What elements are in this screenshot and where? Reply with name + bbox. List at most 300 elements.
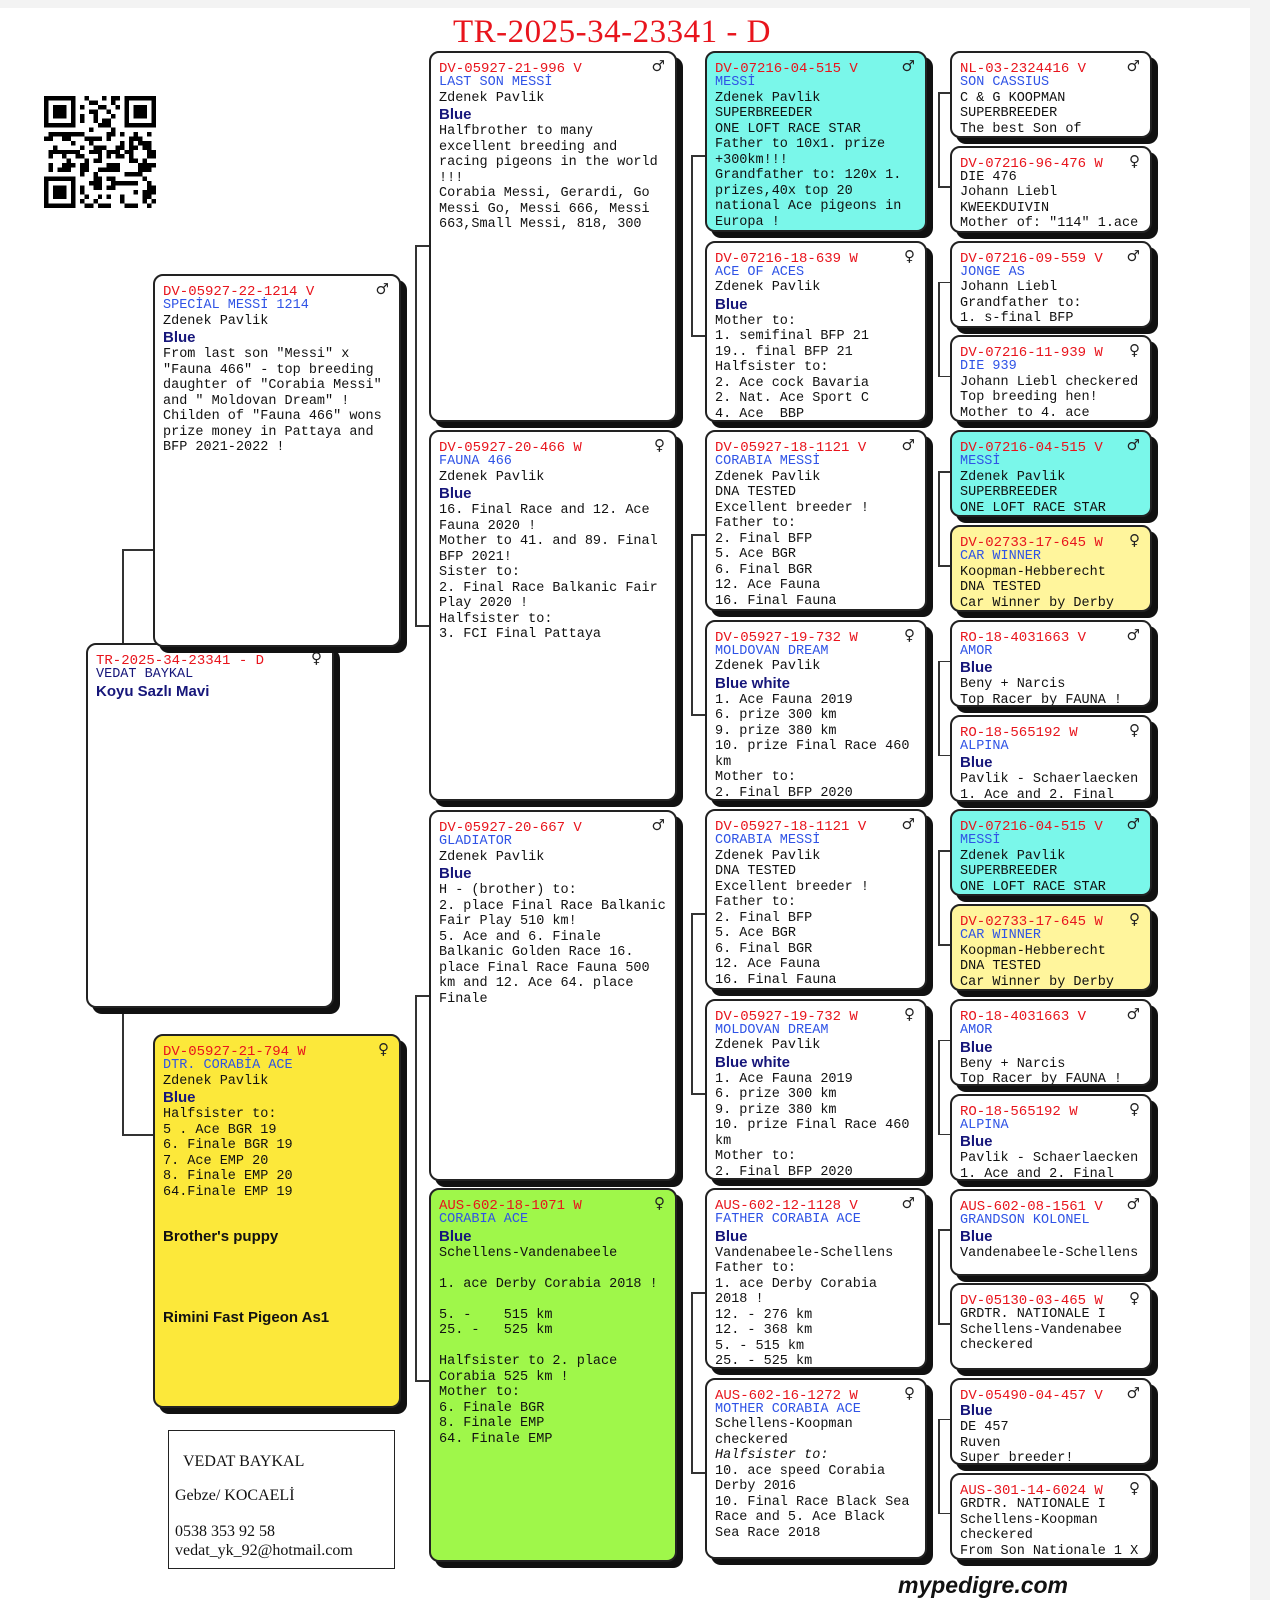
- ring-number: DV-05927-20-466 W: [439, 440, 582, 456]
- pedigree-card[interactable]: [950, 525, 1152, 612]
- pigeon-name: SPECİAL MESSİ 1214: [163, 298, 309, 313]
- card-text-line: ONE LOFT RACE STAR: [960, 500, 1106, 516]
- owner-city: Gebze/ KOCAELİ: [175, 1487, 295, 1504]
- card-text-line: 5. - 515 km: [439, 1307, 553, 1323]
- card-text-line: 4. Ace BBP: [715, 406, 805, 422]
- card-text-line: 10. Final Race Black Sea Race and 5. Ace Black Sea Race 2018: [715, 1494, 918, 1541]
- breeder: Zdenek Pavlik: [439, 469, 545, 485]
- card-header: [715, 59, 917, 75]
- card-header: [715, 438, 917, 454]
- pigeon-name: ALPINA: [960, 1117, 1009, 1133]
- pigeon-name: DIE 939: [960, 359, 1017, 375]
- ring-number: DV-07216-96-476 W: [960, 155, 1103, 172]
- ring-number: DV-05927-18-1121 V: [715, 819, 867, 835]
- ring-number: DV-05927-21-794 W: [163, 1044, 306, 1060]
- color-label: Blue: [960, 1038, 993, 1056]
- male-icon: ♂: [1126, 1005, 1140, 1023]
- card-header: [715, 817, 917, 833]
- card-text-line: 2. Nat. Ace Sport C: [715, 391, 869, 406]
- breeder: Beny + Narcis: [960, 1056, 1066, 1072]
- ring-number: DV-05927-22-1214 V: [163, 284, 315, 300]
- male-icon: ♂: [1126, 57, 1140, 75]
- breeder: Zdenek Pavlik: [163, 1073, 269, 1089]
- pedigree-card[interactable]: [429, 810, 677, 1181]
- card-text-line: 2. Final BFP 2020: [715, 1164, 853, 1180]
- card-text-line: Father to:: [715, 895, 797, 910]
- pigeon-name: LAST SON MESSİ: [439, 75, 553, 90]
- pigeon-name: AMOR: [960, 1023, 993, 1038]
- card-text-line: 10. ace speed Corabia Derby 2016: [715, 1463, 894, 1494]
- pedigree-card[interactable]: [950, 904, 1152, 991]
- connector-line: [691, 913, 705, 915]
- pigeon-name: MESSİ: [715, 75, 756, 90]
- pedigree-card[interactable]: [705, 1188, 927, 1369]
- card-text-line: ONE LOFT RACE STAR: [960, 879, 1106, 895]
- connector-line: [691, 1093, 705, 1095]
- male-icon: ♂: [1126, 1194, 1140, 1213]
- pigeon-name: FAUNA 466: [439, 454, 512, 469]
- card-text-line: Halfsister to:: [715, 1448, 829, 1463]
- card-text-line: Mother to:: [715, 1149, 797, 1164]
- connector-line: [691, 1472, 705, 1474]
- card-text-line: Halfsister to:: [715, 360, 829, 375]
- card-text-line: The best Son of: [960, 121, 1082, 137]
- card-header: [960, 1289, 1142, 1310]
- pigeon-name: CORABIA ACE: [439, 1212, 529, 1227]
- owner-label: VEDAT BAYKAL: [96, 667, 194, 682]
- pigeon-name: MESSİ: [960, 454, 1001, 470]
- connector-line: [122, 549, 153, 551]
- male-icon: ♂: [901, 57, 915, 75]
- female-icon: ♀: [1129, 1289, 1140, 1308]
- connector-line: [938, 1323, 950, 1325]
- ring-number: RO-18-4031663 V: [960, 629, 1087, 646]
- card-text-line: Schellens-Koopman: [960, 1512, 1098, 1528]
- owner-phone: 0538 353 92 58: [175, 1523, 275, 1540]
- connector-line: [691, 155, 693, 335]
- pigeon-name: MOLDOVAN DREAM: [715, 1022, 829, 1038]
- male-icon: ♂: [651, 57, 665, 75]
- card-text-line: Sister to:: [439, 565, 521, 580]
- card-text-line: 1. Ace and 2. Final: [960, 1166, 1114, 1181]
- connector-line: [938, 850, 940, 944]
- card-text-line: Mother to:: [715, 313, 797, 329]
- female-icon: ♀: [904, 625, 915, 644]
- card-text-line: Father to:: [715, 516, 797, 531]
- breeder: C & G KOOPMAN: [960, 90, 1066, 106]
- card-text-line: 6. Final BGR: [715, 562, 813, 578]
- female-icon: ♀: [904, 1383, 915, 1402]
- card-header: [960, 1481, 1142, 1497]
- connector-line: [938, 92, 940, 186]
- card-text-line: Mother to 4. ace: [960, 405, 1090, 421]
- card-text-line: H - (brother) to:: [439, 883, 577, 898]
- card-text-line: DNA TESTED: [960, 959, 1042, 975]
- card-text-line: 1. ace Derby Corabia 2018 !: [715, 1276, 886, 1307]
- connector-line: [415, 625, 429, 627]
- card-text-line: Top Racer by FAUNA !: [960, 692, 1123, 707]
- connector-line: [938, 1134, 950, 1136]
- card-text-line: 2. Ace cock Bavaria: [715, 375, 869, 391]
- card-text-line: checkered: [960, 1528, 1033, 1543]
- male-icon: ♂: [901, 815, 915, 833]
- card-text-line: 1. Ace and 2. Final: [960, 787, 1114, 802]
- connector-line: [938, 850, 950, 852]
- card-text-line: 1. Ace Fauna 2019: [715, 692, 853, 708]
- breeder: Pavlik - Schaerlaecken: [960, 772, 1139, 788]
- card-text-line: Childen of "Fauna 466" wons prize money in Pattaya and BFP 2021-2022 !: [163, 409, 390, 455]
- card-text-line: 8. Finale EMP: [439, 1416, 545, 1431]
- male-icon: ♂: [901, 1194, 915, 1212]
- pedigree-card[interactable]: [950, 1189, 1152, 1276]
- breeder: GRDTR. NATIONALE I: [960, 1307, 1106, 1323]
- connector-line: [938, 661, 940, 755]
- pigeon-name: ACE OF ACES: [715, 264, 805, 280]
- connector-line: [415, 995, 429, 997]
- qr-code: [44, 96, 156, 208]
- card-header: [163, 282, 391, 298]
- pedigree-card[interactable]: [950, 1094, 1152, 1181]
- card-text-line: 2. Final BFP 2020: [715, 785, 853, 801]
- connector-line: [938, 565, 950, 567]
- card-header: [960, 910, 1142, 931]
- connector-line: [415, 995, 417, 1380]
- pedigree-card[interactable]: [950, 430, 1152, 517]
- page-title: TR-2025-34-23341 - D: [453, 14, 771, 50]
- card-text-line: 6. Finale BGR 19: [163, 1138, 293, 1153]
- card-text-line: 5. Ace and 6. Finale Balkanic Golden Race 16. place Final Race Fauna 500 km and 12. Ace 64. place Finale: [439, 929, 658, 1007]
- card-text-line: 6. prize 300 km: [715, 708, 837, 723]
- card-header: [960, 625, 1142, 646]
- pigeon-name: FATHER CORABIA ACE: [715, 1212, 861, 1227]
- pigeon-name: ALPINA: [960, 738, 1009, 754]
- card-text-line: Schellens-Vandenabee: [960, 1322, 1123, 1338]
- card-header: [715, 1196, 917, 1212]
- card-text-line: [439, 1261, 667, 1277]
- male-icon: ♂: [1126, 436, 1140, 455]
- pedigree-card[interactable]: [950, 146, 1152, 233]
- ring-number: RO-18-565192 W: [960, 724, 1078, 741]
- ring-number: DV-05927-21-996 V: [439, 61, 582, 77]
- card-text-line: From Son Nationale 1 X: [960, 1543, 1139, 1559]
- owner-email: vedat_yk_92@hotmail.com: [175, 1542, 353, 1559]
- card-header: [439, 438, 667, 454]
- card-header: [715, 625, 917, 646]
- card-text-line: 7. Ace EMP 20: [163, 1153, 269, 1169]
- card-text-line: DNA TESTED: [715, 485, 797, 500]
- connector-line: [691, 335, 705, 337]
- card-text-line: Mother to 41. and 89. Final BFP 2021!: [439, 534, 666, 565]
- connector-line: [691, 1292, 693, 1472]
- card-text-line: [715, 230, 917, 232]
- card-text-line: Halfsister to 2. place Corabia 525 km !: [439, 1354, 626, 1385]
- card-header: [96, 651, 324, 667]
- ring-number: RO-18-565192 W: [960, 1103, 1078, 1120]
- card-text-line: 12. - 368 km: [715, 1323, 813, 1338]
- pedigree-card[interactable]: [950, 51, 1152, 138]
- card-header: [960, 720, 1142, 741]
- pigeon-name: MOLDOVAN DREAM: [715, 643, 829, 659]
- male-icon: ♂: [1126, 815, 1140, 834]
- pedigree-card[interactable]: [950, 241, 1152, 328]
- breeder: Zdenek Pavlik: [439, 90, 545, 106]
- breeder: Johann Liebl checkered: [960, 374, 1139, 390]
- pedigree-card[interactable]: [950, 999, 1152, 1086]
- pedigree-card[interactable]: [950, 620, 1152, 707]
- breeder: Zdenek Pavlik: [960, 848, 1066, 864]
- site-footer: mypedigre.com: [898, 1572, 1068, 1598]
- connector-line: [938, 471, 940, 565]
- connector-line: [415, 245, 429, 247]
- connector-line: [122, 1134, 153, 1136]
- card-header: [163, 1042, 391, 1058]
- card-text-line: 16. Final Fauna: [715, 593, 837, 609]
- breeder: Vandenabeele-Schellens: [715, 1245, 894, 1261]
- card-text-line: 5. Ace BGR: [715, 547, 797, 562]
- breeder: Zdenek Pavlik: [439, 849, 545, 865]
- card-header: [960, 815, 1142, 836]
- connector-line: [938, 755, 950, 757]
- connector-line: [938, 1513, 950, 1515]
- breeder: Zdenek Pavlik: [960, 469, 1066, 485]
- card-header: [439, 59, 667, 75]
- breeder: Pavlik - Schaerlaecken: [960, 1151, 1139, 1167]
- card-text-line: Grandfather to:: [960, 295, 1082, 311]
- card-text-line: Father to 10x1. prize +300km!!!: [715, 137, 894, 168]
- card-text-line: 64.Finale EMP 19: [163, 1184, 293, 1200]
- female-icon: ♀: [904, 246, 915, 265]
- card-header: [960, 1007, 1142, 1023]
- ring-number: AUS-602-16-1272 W: [715, 1387, 858, 1404]
- color-label: Blue: [715, 1227, 748, 1245]
- pedigree-card[interactable]: [429, 1188, 677, 1562]
- card-text-line: 1. ace Derby Corabia 2018 !: [439, 1276, 658, 1292]
- pedigree-card[interactable]: [705, 51, 927, 232]
- pedigree-card[interactable]: [950, 809, 1152, 896]
- breeder: Schellens-Koopman: [715, 1417, 853, 1432]
- connector-line: [691, 534, 693, 714]
- pigeon-name: CORABIA MESSİ: [715, 454, 821, 469]
- pigeon-name: MOTHER CORABIA ACE: [715, 1401, 861, 1417]
- pedigree-card[interactable]: [705, 999, 927, 1180]
- connector-line: [938, 1040, 940, 1134]
- pedigree-card[interactable]: [705, 241, 927, 422]
- card-text-line: 2. Final BFP: [715, 910, 813, 926]
- ring-number: AUS-301-14-6024 W: [960, 1483, 1103, 1499]
- breeder: GRDTR. NATIONALE I: [960, 1497, 1106, 1512]
- card-text-line: SUPERBREEDER: [960, 864, 1058, 880]
- pigeon-name: JONGE AS: [960, 264, 1025, 280]
- connector-line: [938, 376, 950, 378]
- breeder: Zdenek Pavlik: [715, 90, 821, 106]
- connector-line: [938, 1229, 950, 1231]
- connector-line: [938, 92, 950, 94]
- ring-number: DV-05927-19-732 W: [715, 629, 858, 646]
- pigeon-name: GLADIATOR: [439, 834, 512, 849]
- card-text-line: Johann Liebl: [960, 185, 1058, 201]
- pigeon-name: AMOR: [960, 643, 993, 659]
- male-icon: ♂: [1126, 1384, 1140, 1403]
- breeder: Vandenabeele-Schellens: [960, 1246, 1139, 1262]
- owner-contact-box: [168, 1430, 395, 1569]
- ring-number: DV-05927-19-732 W: [715, 1008, 858, 1025]
- card-text-line: checkered: [715, 1432, 788, 1448]
- card-text-line: 2. Final BFP: [715, 531, 813, 547]
- card-text-line: From last son "Messi" x "Fauna 466" - top breeding daughter of "Corabia Messi" and " Moldovan Dream" !: [163, 347, 390, 409]
- card-text-line: Mother to:: [439, 1385, 521, 1400]
- card-text-line: 16. Final Fauna: [715, 972, 837, 988]
- note-label: Brother's puppy: [163, 1228, 279, 1245]
- pedigree-card[interactable]: [429, 430, 677, 801]
- male-icon: ♂: [1126, 246, 1140, 265]
- connector-line: [691, 913, 693, 1093]
- female-icon: ♀: [654, 436, 665, 454]
- female-icon: ♀: [1129, 151, 1140, 170]
- connector-line: [938, 186, 950, 188]
- card-text-line: 5. Ace BGR: [715, 926, 797, 941]
- pedigree-card[interactable]: [950, 1473, 1152, 1560]
- male-icon: ♂: [901, 436, 915, 454]
- color-label: Blue: [715, 295, 748, 313]
- color-label: Blue: [439, 1227, 472, 1245]
- breeder: Zdenek Pavlik: [715, 1038, 821, 1053]
- card-header: [960, 246, 1142, 267]
- color-label: Blue: [439, 865, 472, 882]
- card-text-line: Excellent breeder !: [715, 879, 869, 895]
- card-text-line: Top Racer by FAUNA !: [960, 1072, 1123, 1086]
- owner-name: VEDAT BAYKAL: [183, 1453, 305, 1470]
- pedigree-card[interactable]: [153, 1034, 401, 1408]
- ring-number: AUS-602-12-1128 V: [715, 1198, 858, 1214]
- card-text-line: SUPERBREEDER: [715, 106, 813, 121]
- color-label: Koyu Sazlı Mavi: [96, 682, 210, 700]
- card-text-line: KWEEKDUIVIN: [960, 200, 1050, 216]
- card-header: [715, 1004, 917, 1025]
- card-header: [960, 1384, 1142, 1405]
- pedigree-card[interactable]: [153, 274, 401, 647]
- pedigree-card[interactable]: [950, 1378, 1152, 1465]
- connector-line: [938, 471, 950, 473]
- female-icon: ♀: [378, 1040, 389, 1058]
- color-label: Blue: [163, 329, 196, 346]
- connector-line: [691, 155, 705, 157]
- card-header: [715, 246, 917, 267]
- card-text-line: 1. s-final BFP: [960, 311, 1074, 327]
- card-text-line: Halfsister to:: [439, 611, 553, 627]
- female-icon: ♀: [654, 1194, 665, 1212]
- connector-line: [691, 714, 705, 716]
- breeder: DIE 476: [960, 169, 1017, 185]
- ring-number: DV-07216-04-515 V: [960, 440, 1103, 457]
- card-text-line: Corabia Messi, Gerardi, Go Messi Go, Messi 666, Messi 663,Small Messi, 818, 300: [439, 186, 658, 232]
- connector-line: [938, 282, 950, 284]
- card-header: [960, 59, 1142, 75]
- breeder: Koopman-Hebberecht: [960, 943, 1106, 959]
- pedigree-card[interactable]: [429, 51, 677, 422]
- card-header: [960, 341, 1142, 362]
- breeder: DE 457: [960, 1420, 1009, 1436]
- connector-line: [415, 1380, 429, 1382]
- card-text-line: 2. Final Race Balkanic Fair Play 2020 !: [439, 580, 666, 611]
- color-label: Blue: [960, 659, 993, 677]
- pigeon-name: CAR WINNER: [960, 928, 1042, 944]
- breeder: Zdenek Pavlik: [715, 848, 821, 864]
- female-icon: ♀: [1129, 531, 1140, 549]
- pigeon-name: DTR. CORABİA ACE: [163, 1058, 293, 1073]
- pedigree-card[interactable]: [705, 620, 927, 801]
- card-text-line: Ruven: [960, 1435, 1001, 1451]
- color-label: Blue: [960, 754, 993, 772]
- card-text-line: Mother to:: [715, 770, 797, 785]
- ring-number: AUS-602-18-1071 W: [439, 1198, 582, 1214]
- pedigree-card[interactable]: [950, 335, 1152, 422]
- connector-line: [691, 534, 705, 536]
- male-icon: ♂: [1126, 625, 1140, 644]
- card-text-line: 25. - 525 km: [439, 1323, 553, 1338]
- pedigree-card[interactable]: [86, 643, 334, 1008]
- ring-number: AUS-602-08-1561 V: [960, 1198, 1103, 1215]
- card-text-line: 1. Ace Fauna 2019: [715, 1071, 853, 1087]
- ring-number: DV-05927-20-667 V: [439, 820, 582, 836]
- card-text-line: 9. prize 380 km: [715, 1102, 837, 1118]
- breeder: Johann Liebl: [960, 280, 1058, 296]
- card-text-line: 6. prize 300 km: [715, 1087, 837, 1102]
- card-text-line: Car Winner by Derby: [960, 595, 1114, 611]
- female-icon: ♀: [1129, 910, 1140, 929]
- card-text-line: Halfbrother to many excellent breeding and racing pigeons in the world !!!: [439, 124, 666, 186]
- card-text-line: 16. Final Race and 12. Ace Fauna 2020 !: [439, 503, 658, 534]
- color-label: Blue white: [715, 674, 791, 692]
- ring-number: DV-07216-18-639 W: [715, 250, 858, 267]
- card-text-line: 19.. final BFP 21: [715, 344, 853, 360]
- breeder: Zdenek Pavlik: [715, 469, 821, 485]
- ring-number: DV-07216-11-939 W: [960, 345, 1103, 362]
- female-icon: ♀: [1129, 341, 1140, 360]
- pedigree-card[interactable]: [705, 1378, 927, 1559]
- female-icon: ♀: [904, 1004, 915, 1023]
- male-icon: ♂: [651, 816, 665, 834]
- card-header: [960, 151, 1142, 172]
- ring-number: DV-05490-04-457 V: [960, 1388, 1103, 1405]
- note-label: Rimini Fast Pigeon As1: [163, 1309, 330, 1326]
- color-label: Blue: [960, 1402, 993, 1420]
- card-text-line: checkered: [960, 1338, 1033, 1354]
- card-text-line: 3. FCI Final Pattaya: [439, 627, 602, 642]
- card-text-line: 10. prize Final Race 460 km: [715, 1118, 918, 1149]
- card-header: [439, 818, 667, 834]
- pedigree-card[interactable]: [705, 430, 927, 611]
- card-header: [960, 436, 1142, 457]
- female-icon: ♀: [1129, 720, 1140, 739]
- pedigree-card[interactable]: [950, 715, 1152, 802]
- color-label: Blue: [439, 485, 472, 502]
- card-text-line: Excellent breeder !: [715, 500, 869, 516]
- card-text-line: DNA TESTED: [960, 580, 1042, 595]
- pedigree-card[interactable]: [705, 809, 927, 990]
- color-label: Blue: [163, 1089, 196, 1106]
- card-text-line: 25. - 525 km: [715, 1354, 813, 1369]
- breeder: Beny + Narcis: [960, 677, 1066, 693]
- ring-number: DV-07216-09-559 V: [960, 250, 1103, 267]
- breeder: Koopman-Hebberecht: [960, 564, 1106, 580]
- female-icon: ♀: [311, 649, 322, 667]
- pedigree-card[interactable]: [950, 1283, 1152, 1370]
- breeder: Zdenek Pavlik: [715, 659, 821, 674]
- card-header: [960, 1194, 1142, 1215]
- connector-line: [938, 282, 940, 376]
- breeder: Zdenek Pavlik: [715, 280, 821, 295]
- color-label: Blue: [960, 1133, 993, 1151]
